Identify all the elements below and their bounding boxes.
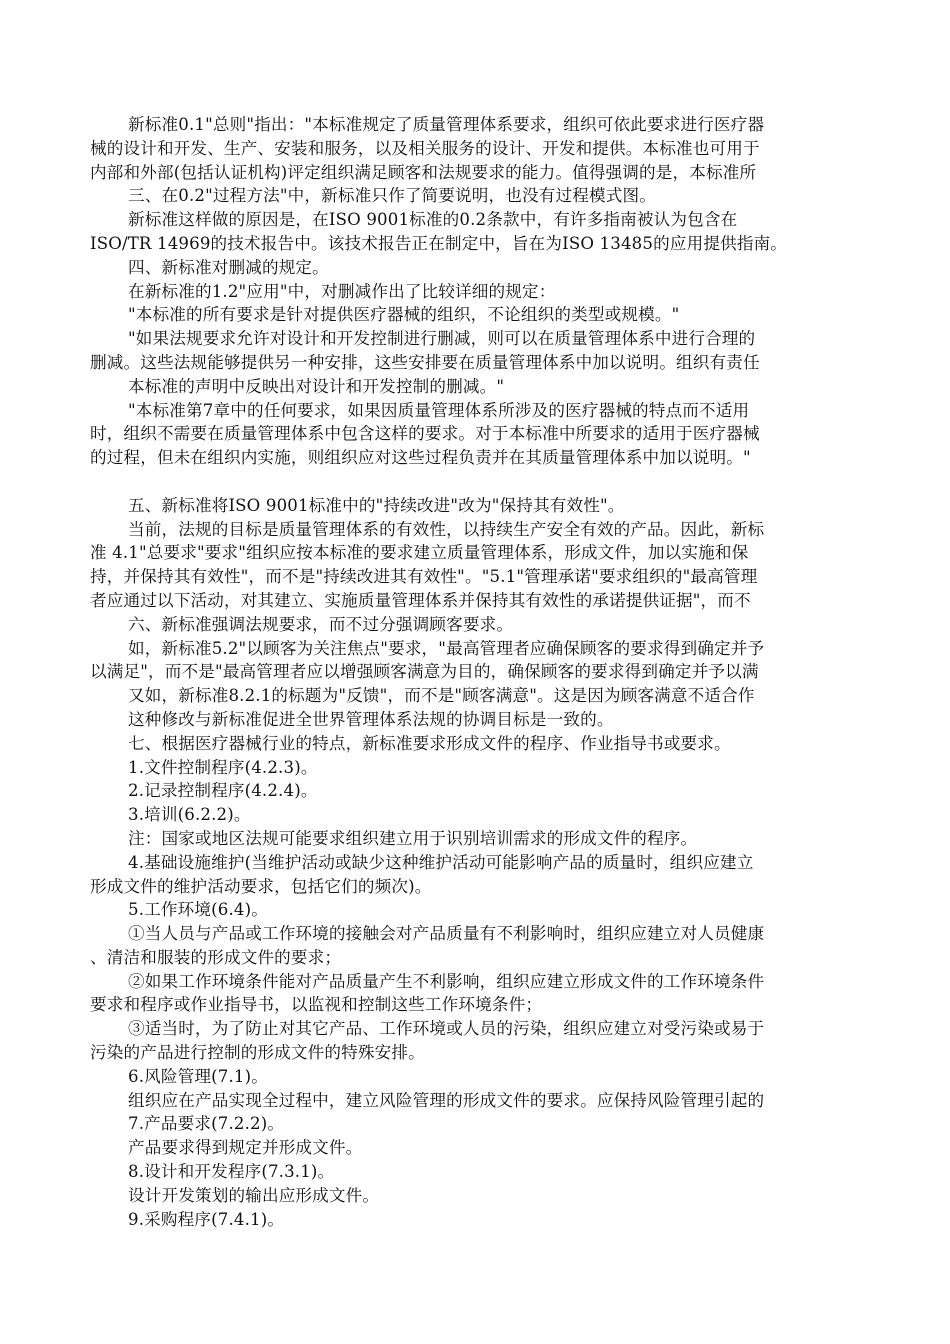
paragraph-line: 准 4.1"总要求"要求"组织应按本标准的要求建立质量管理体系，形成文件，加以实施和保 xyxy=(90,543,749,563)
paragraph-line: 在新标准的1.2"应用"中，对删减作出了比较详细的规定： xyxy=(128,281,556,301)
list-item: 4.基础设施维护(当维护活动或缺少这种维护活动可能影响产品的质量时，组织应建立 xyxy=(128,852,754,872)
section-heading: 四、新标准对删减的规定。 xyxy=(128,257,329,277)
paragraph-line: 当前，法规的目标是质量管理体系的有效性，以持续生产安全有效的产品。因此，新标 xyxy=(128,519,765,539)
paragraph-line: 内部和外部(包括认证机构)评定组织满足顾客和法规要求的能力。值得强调的是，本标准所 xyxy=(90,162,757,182)
list-item: 1.文件控制程序(4.2.3)。 xyxy=(128,757,318,777)
section-heading: 七、根据医疗器械行业的特点，新标准要求形成文件的程序、作业指导书或要求。 xyxy=(128,733,731,753)
section-heading: 五、新标准将ISO 9001标准中的"持续改进"改为"保持其有效性"。 xyxy=(128,495,625,515)
list-item: 形成文件的维护活动要求，包括它们的频次)。 xyxy=(90,876,432,896)
sub-item: 要求和程序或作业指导书，以监视和控制这些工作环境条件； xyxy=(90,995,543,1015)
blank-line xyxy=(90,470,860,494)
list-item: 5.工作环境(6.4)。 xyxy=(128,900,268,920)
paragraph-line: 产品要求得到规定并形成文件。 xyxy=(128,1138,363,1158)
list-item: 6.风险管理(7.1)。 xyxy=(128,1066,268,1086)
list-item: 2.记录控制程序(4.2.4)。 xyxy=(128,781,318,801)
sub-item: 、清洁和服装的形成文件的要求； xyxy=(90,947,342,967)
section-heading: 三、在0.2"过程方法"中，新标准只作了简要说明，也没有过程模式图。 xyxy=(128,186,656,206)
document-page xyxy=(90,113,860,1323)
quote-line: 的过程，但未在组织内实施，则组织应对这些过程负责并在其质量管理体系中加以说明。" xyxy=(90,448,751,468)
list-item: 8.设计和开发程序(7.3.1)。 xyxy=(128,1162,335,1182)
sub-item: 污染的产品进行控制的形成文件的特殊安排。 xyxy=(90,1043,425,1063)
sub-item: ①当人员与产品或工作环境的接触会对产品质量有不利影响时，组织应建立对人员健康 xyxy=(128,924,765,944)
paragraph-line: 又如，新标准8.2.1的标题为"反馈"，而不是"顾客满意"。这是因为顾客满意不适合作 xyxy=(128,686,755,706)
paragraph-line: 如，新标准5.2"以顾客为关注焦点"要求，"最高管理者应确保顾客的要求得到确定并予 xyxy=(128,638,765,658)
paragraph-line: 以满足"，而不是"最高管理者应以增强顾客满意为目的，确保顾客的要求得到确定并予以满 xyxy=(90,662,759,682)
paragraph-line: ISO/TR 14969的技术报告中。该技术报告正在制定中，旨在为ISO 13485的应用提供指南。 xyxy=(90,233,788,253)
sub-item: ③适当时，为了防止对其它产品、工作环境或人员的污染，组织应建立对受污染或易于 xyxy=(128,1019,765,1039)
list-item: 3.培训(6.2.2)。 xyxy=(128,805,251,825)
paragraph-line: 这种修改与新标准促进全世界管理体系法规的协调目标是一致的。 xyxy=(128,709,614,729)
paragraph-line: 组织应在产品实现全过程中，建立风险管理的形成文件的要求。应保持风险管理引起的 xyxy=(128,1090,765,1110)
quote-line: "如果法规要求允许对设计和开发控制进行删减，则可以在质量管理体系中进行合理的 xyxy=(128,329,756,349)
paragraph-line: 者应通过以下活动，对其建立、实施质量管理体系并保持其有效性的承诺提供证据"，而不 xyxy=(90,590,751,610)
list-item: 9.采购程序(7.4.1)。 xyxy=(128,1209,285,1229)
paragraph-line: 新标准这样做的原因是，在ISO 9001标准的0.2条款中，有许多指南被认为包含在 xyxy=(128,210,738,230)
quote-line: "本标准的所有要求是针对提供医疗器械的组织，不论组织的类型或规模。" xyxy=(128,305,680,325)
paragraph-line: 新标准0.1"总则"指出："本标准规定了质量管理体系要求，组织可依此要求进行医疗器 xyxy=(128,115,765,134)
paragraph-line: 设计开发策划的输出应形成文件。 xyxy=(128,1185,380,1205)
quote-line: 本标准的声明中反映出对设计和开发控制的删减。" xyxy=(128,376,505,396)
paragraph-line: 持，并保持其有效性"，而不是"持续改进其有效性"。"5.1"管理承诺"要求组织的"最高管理 xyxy=(90,567,758,587)
sub-item: ②如果工作环境条件能对产品质量产生不利影响，组织应建立形成文件的工作环境条件 xyxy=(128,971,765,991)
note-line: 注：国家或地区法规可能要求组织建立用于识别培训需求的形成文件的程序。 xyxy=(128,828,698,848)
section-heading: 六、新标准强调法规要求，而不过分强调顾客要求。 xyxy=(128,614,514,634)
quote-line: "本标准第7章中的任何要求，如果因质量管理体系所涉及的医疗器械的特点而不适用 xyxy=(128,400,750,420)
list-item: 7.产品要求(7.2.2)。 xyxy=(128,1114,285,1134)
quote-line: 删减。这些法规能够提供另一种安排，这些安排要在质量管理体系中加以说明。组织有责任 xyxy=(90,352,760,372)
quote-line: 时，组织不需要在质量管理体系中包含这样的要求。对于本标准中所要求的适用于医疗器械 xyxy=(90,424,760,444)
paragraph-line: 械的设计和开发、生产、安装和服务，以及相关服务的设计、开发和提供。本标准也可用于 xyxy=(90,138,760,158)
